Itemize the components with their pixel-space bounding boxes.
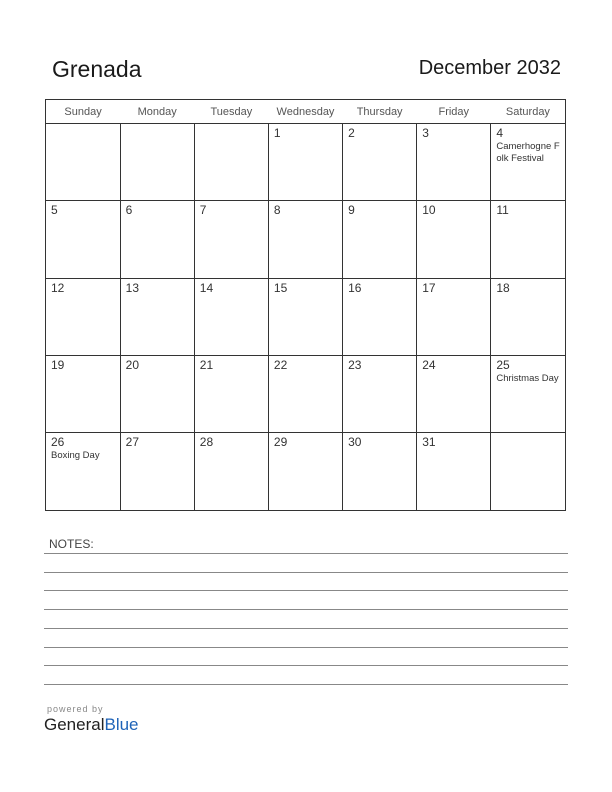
day-number: 9 [348,203,355,218]
note-line [44,553,568,554]
note-line [44,665,568,666]
day-cell [417,201,491,278]
day-cell [46,355,120,432]
day-number: 25 [496,357,510,372]
weekday-friday: Friday [417,100,491,124]
day-number: 24 [422,357,436,372]
calendar-grid [45,99,566,511]
holiday-label: Christmas Day [496,372,559,384]
day-cell [491,355,565,432]
day-cell [491,278,565,355]
day-number: 28 [199,435,214,450]
day-cell [343,355,417,432]
day-cell [194,355,268,432]
weekday-thursday: Thursday [343,100,417,124]
day-cell [417,433,491,510]
day-cell [46,201,120,278]
weekday-monday: Monday [120,100,194,124]
day-cell [120,355,194,432]
notes-label: NOTES: [49,537,94,551]
note-line [44,572,568,573]
day-cell [46,124,120,201]
brand-blue: Blue [104,715,139,734]
weekday-saturday: Saturday [491,100,565,124]
weekday-tuesday: Tuesday [194,100,268,124]
day-cell [46,278,120,355]
day-number: 19 [51,357,65,372]
week-row [46,433,565,510]
calendar-table [46,100,565,510]
day-number: 23 [348,357,362,372]
holiday-label: Camerhogne Folk Festival [496,141,560,164]
day-cell [120,201,194,278]
weekday-wednesday: Wednesday [268,100,342,124]
day-cell [268,278,342,355]
day-number: 10 [422,203,436,218]
day-cell [417,124,491,201]
day-cell [120,124,194,201]
day-number: 17 [422,280,436,295]
day-number: 6 [125,203,133,218]
day-cell [343,278,417,355]
day-number: 8 [273,203,281,218]
weekday-sunday: Sunday [46,100,120,124]
day-number: 3 [422,126,429,140]
day-cell [268,355,342,432]
country-title: Grenada [52,56,142,82]
month-title: December 2032 [418,57,561,79]
day-number: 15 [273,280,288,295]
note-line [44,647,568,648]
day-cell [343,124,417,201]
day-cell [417,355,491,432]
day-cell [120,278,194,355]
day-number: 30 [348,435,362,450]
day-cell [343,201,417,278]
day-cell [417,278,491,355]
day-cell [46,433,120,510]
weekday-header-row [46,100,565,124]
day-number: 14 [199,280,214,295]
day-cell [491,201,565,278]
powered-by-text: powered by [47,704,104,714]
week-row [46,201,565,278]
day-number: 2 [348,126,355,140]
day-number: 20 [125,357,139,372]
week-row [46,355,565,432]
calendar-body [46,124,565,511]
day-number: 27 [125,435,139,450]
day-cell [491,433,565,510]
day-cell [194,124,268,201]
day-cell [268,433,342,510]
day-number: 22 [273,357,288,372]
note-line [44,628,568,629]
week-row [46,278,565,355]
brand-logo [44,715,139,735]
day-number: 18 [496,280,510,295]
day-cell [268,124,342,201]
week-row [46,124,565,201]
day-number: 4 [496,126,504,140]
day-number: 13 [125,280,139,295]
day-number: 29 [273,435,288,450]
note-line [44,684,568,685]
day-number: 12 [51,280,65,295]
day-cell [491,124,565,201]
brand-general: General [44,715,105,734]
day-number: 7 [199,203,207,218]
day-cell [194,278,268,355]
day-cell [194,433,268,510]
day-number: 16 [348,280,362,295]
day-cell [120,433,194,510]
day-number: 21 [199,357,214,372]
footer-branding [44,704,139,735]
day-number: 26 [51,435,65,450]
day-number: 11 [496,203,509,218]
note-line [44,609,568,610]
day-number: 31 [422,435,436,450]
note-line [44,590,568,591]
day-cell [194,201,268,278]
day-number: 1 [273,126,281,140]
holiday-label: Boxing Day [51,450,100,462]
day-cell [343,433,417,510]
day-number: 5 [51,203,58,218]
day-cell [268,201,342,278]
